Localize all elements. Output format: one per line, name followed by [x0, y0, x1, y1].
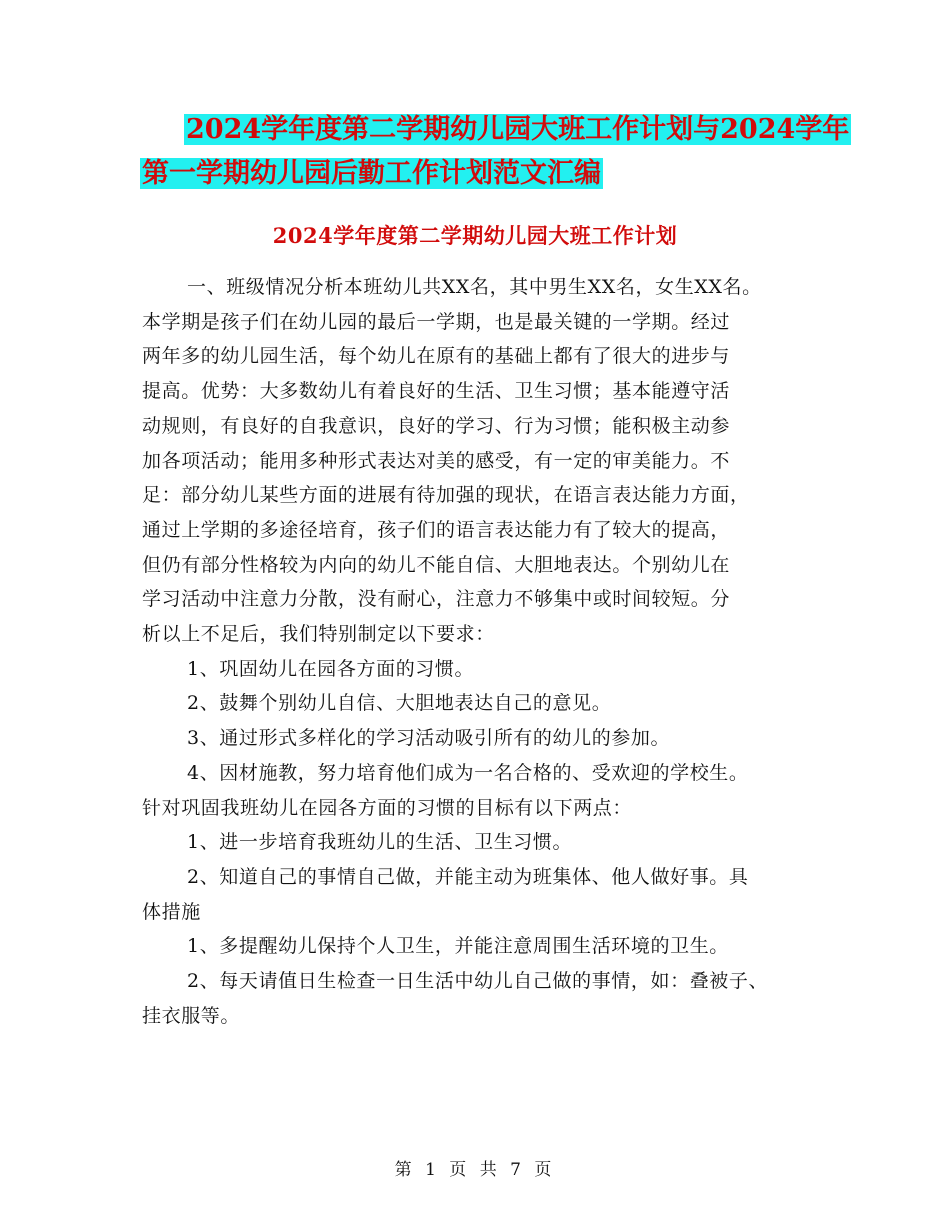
text-line: 针对巩固我班幼儿在园各方面的习惯的目标有以下两点： — [142, 796, 633, 819]
title-line-1: 2024学年度第二学期幼儿园大班工作计划与2024学年 — [186, 114, 850, 145]
text-line: 动规则，有良好的自我意识，良好的学习、行为习惯；能积极主动参 — [142, 414, 731, 437]
list-item: 1、进一步培育我班幼儿的生活、卫生习惯。 — [187, 831, 573, 854]
text-line: 析以上不足后，我们特别制定以下要求： — [142, 623, 495, 646]
section-title: 2024学年度第二学期幼儿园大班工作计划 — [272, 223, 678, 248]
text-line: 学习活动中注意力分散，没有耐心，注意力不够集中或时间较短。分 — [142, 588, 731, 611]
text-line: 但仍有部分性格较为内向的幼儿不能自信、大胆地表达。个别幼儿在 — [142, 553, 731, 576]
text-line: 两年多的幼儿园生活，每个幼儿在原有的基础上都有了很大的进步与 — [142, 345, 731, 368]
body-text — [142, 270, 832, 1033]
text-line: 本学期是孩子们在幼儿园的最后一学期，也是最关键的一学期。经过 — [142, 310, 731, 333]
text-line: 加各项活动；能用多种形式表达对美的感受，有一定的审美能力。不 — [142, 449, 731, 472]
text-line: 提高。优势：大多数幼儿有着良好的生活、卫生习惯；基本能遵守活 — [142, 380, 731, 403]
page-footer: 第 1 页 共 7 页 — [394, 1160, 556, 1180]
list-item: 1、巩固幼儿在园各方面的习惯。 — [187, 657, 475, 680]
document-title — [140, 110, 850, 194]
title-line-2: 第一学期幼儿园后勤工作计划范文汇编 — [142, 158, 601, 189]
list-item: 2、知道自己的事情自己做，并能主动为班集体、他人做好事。具 — [187, 865, 749, 888]
text-line: 挂衣服等。 — [142, 1004, 241, 1027]
list-item: 2、鼓舞个别幼儿自信、大胆地表达自己的意见。 — [187, 692, 612, 715]
list-item: 3、通过形式多样化的学习活动吸引所有的幼儿的参加。 — [187, 727, 671, 750]
text-line: 体措施 — [142, 900, 201, 923]
text-line: 足：部分幼儿某些方面的进展有待加强的现状，在语言表达能力方面， — [142, 484, 750, 507]
list-item: 2、每天请值日生检查一日生活中幼儿自己做的事情，如：叠被子、 — [187, 970, 769, 993]
text-line: 通过上学期的多途径培育，孩子们的语言表达能力有了较大的提高， — [142, 518, 731, 541]
list-item: 1、多提醒幼儿保持个人卫生，并能注意周围生活环境的卫生。 — [187, 935, 729, 958]
list-item: 4、因材施教，努力培育他们成为一名合格的、受欢迎的学校生。 — [187, 761, 749, 784]
text-line: 一、班级情况分析本班幼儿共XX名，其中男生XX名，女生XX名。 — [187, 276, 762, 298]
